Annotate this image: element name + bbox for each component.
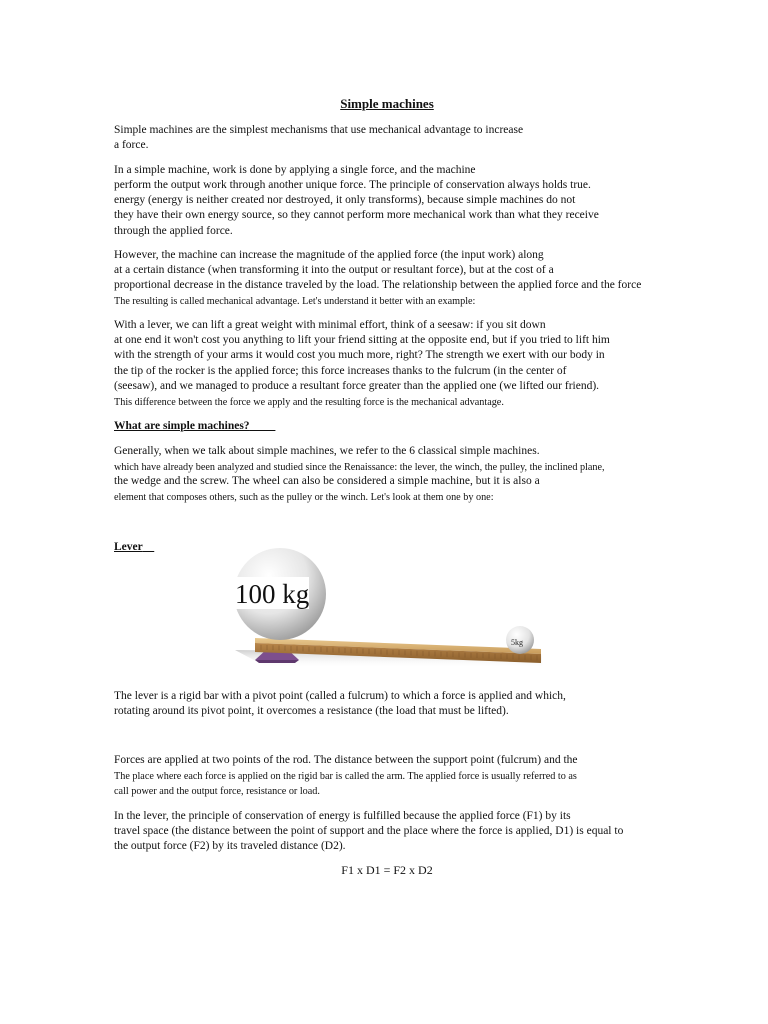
section-heading-what: What are simple machines? — [114, 420, 250, 432]
intro-line: a force. — [114, 139, 149, 151]
paragraph-line: In the lever, the principle of conservation of energy is fulfilled because the applied force (F1) by its — [114, 810, 571, 822]
paragraph-line: The lever is a rigid bar with a pivot point (called a fulcrum) to which a force is applied and which, — [114, 690, 566, 702]
heavy-weight-label: 100 kg — [235, 579, 310, 609]
paragraph-line: proportional decrease in the distance traveled by the load. The relationship between the applied force and the force — [114, 279, 642, 291]
intro-line: Simple machines are the simplest mechanisms that use mechanical advantage to increase — [114, 124, 524, 136]
paragraph-line: With a lever, we can lift a great weight with minimal effort, think of a seesaw: if you sit down — [114, 319, 546, 331]
paragraph-line: at one end it won't cost you anything to lift your friend sitting at the opposite end, but if you tried to lift him — [114, 334, 610, 346]
paragraph-line: The resulting is called mechanical advantage. Let's understand it better with an example: — [114, 296, 476, 307]
heavy-weight-ball — [231, 548, 326, 640]
light-weight-ball — [506, 626, 534, 654]
paragraph-line: through the applied force. — [114, 225, 233, 237]
paragraph-line: the wedge and the screw. The wheel can also be considered a simple machine, but it is also a — [114, 475, 540, 487]
paragraph-line: which have already been analyzed and studied since the Renaissance: the lever, the winch, the pulley, the inclined plane, — [114, 462, 605, 473]
lever-illustration — [225, 542, 547, 672]
paragraph-line: In a simple machine, work is done by applying a single force, and the machine — [114, 164, 476, 176]
paragraph-line: However, the machine can increase the magnitude of the applied force (the input work) along — [114, 249, 544, 261]
paragraph-line: The place where each force is applied on the rigid bar is called the arm. The applied force is usually referred to as — [114, 771, 577, 782]
lever-formula: F1 x D1 = F2 x D2 — [341, 863, 433, 877]
paragraph-line: at a certain distance (when transforming it into the output or resultant force), but at the cost of a — [114, 264, 554, 276]
section-heading-lever: Lever — [114, 541, 143, 553]
paragraph-line: Generally, when we talk about simple machines, we refer to the 6 classical simple machines. — [114, 445, 540, 457]
paragraph-line: with the strength of your arms it would cost you much more, right? The strength we exert with our body in — [114, 349, 605, 361]
paragraph-line: This difference between the force we apply and the resulting force is the mechanical advantage. — [114, 397, 504, 408]
paragraph-line: Forces are applied at two points of the rod. The distance between the support point (fulcrum) and the — [114, 754, 578, 766]
page-title: Simple machines — [340, 96, 434, 111]
paragraph-line: energy (energy is neither created nor destroyed, it only transforms), because simple machines do not — [114, 194, 576, 206]
paragraph-line: element that composes others, such as the pulley or the winch. Let's look at them one by one: — [114, 492, 494, 503]
paragraph-line: they have their own energy source, so they cannot perform more mechanical work than what they receive — [114, 209, 599, 221]
paragraph-line: rotating around its pivot point, it overcomes a resistance (the load that must be lifted). — [114, 705, 509, 717]
paragraph-line: the tip of the rocker is the applied force; this force increases thanks to the fulcrum (in the center of — [114, 365, 567, 377]
light-weight-label: 5kg — [511, 638, 523, 647]
paragraph-line: perform the output work through another unique force. The principle of conservation always holds true. — [114, 179, 591, 191]
paragraph-line: travel space (the distance between the point of support and the place where the force is applied, D1) is equal to — [114, 825, 624, 837]
paragraph-line: the output force (F2) by its traveled distance (D2). — [114, 840, 346, 852]
paragraph-line: call power and the output force, resistance or load. — [114, 786, 320, 797]
paragraph-line: (seesaw), and we managed to produce a resultant force greater than the applied one (we lifted our friend). — [114, 380, 600, 392]
